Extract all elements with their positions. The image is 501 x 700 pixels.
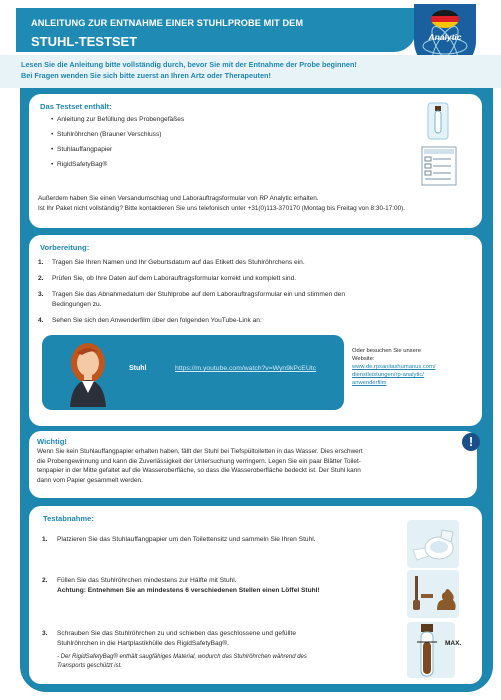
website-intro-2: Website: [352, 356, 375, 362]
warning-text: Wenn Sie kein Stuhlauffangpapier erhalten haben, fällt der Stuhl bei Tiefspültoiletten in das Wasser. Dies erschwert die Probengewinnung und kann die Zuverlässigkeit der Untersuchung verringern. Legen Sie ein paar Blätter Toilet- tenpapier in der Mitte gefaltet auf die Wasseroberfläche, so dass die Wasseroberfläche bedeckt ist. Der Stuhl kann dann vom Papier gesammelt werden. [37, 448, 363, 484]
intro-line-1: Lesen Sie die Anleitung bitte vollständig durch, bevor Sie mit der Entnahme der Probe beginnen! [21, 60, 357, 69]
badge-text: Analytic [428, 32, 462, 42]
testset-title: Das Testset enthält: [40, 102, 112, 111]
website-info [352, 347, 435, 387]
max-label: MAX. [445, 640, 462, 647]
test-step-3-note-2: Transports geschützt ist. [57, 663, 122, 669]
header-line-1: ANLEITUNG ZUR ENTNAHME EINER STUHLPROBE MIT DEM [31, 18, 304, 28]
intro-bar [0, 55, 501, 88]
prep-title: Vorbereitung: [40, 243, 90, 252]
presenter-avatar [62, 341, 114, 407]
test-title: Testabnahme: [43, 514, 94, 523]
website-link-2[interactable]: dienstleistungen/rp-analytic/ [352, 372, 424, 378]
prep-step-1: Tragen Sie Ihren Namen und Ihr Geburtsdatum auf das Etikett des Stuhlröhrchens ein. [52, 259, 305, 266]
header-banner [16, 8, 416, 52]
step-number: 1. [42, 536, 48, 543]
warning-icon: ! [462, 433, 480, 451]
filled-tube-illustration [407, 622, 455, 678]
test-step-2: Füllen Sie das Stuhlröhrchen mindestens zur Hälfte mit Stuhl. [57, 577, 237, 584]
testset-note-1: Außerdem haben Sie einen Versandumschlag und Laborauftragsformular von RP Analytic erhalten. [38, 195, 319, 202]
test-step-2-warning: Achtung: Entnehmen Sie an mindestens 6 verschiedenen Stellen einen Löffel Stuhl! [57, 587, 320, 594]
website-link[interactable]: www.de.rpsanitashumanus.com/ [352, 364, 436, 370]
tube-icon [427, 102, 449, 140]
list-item: • Anleitung zur Befüllung des Probengefäßes [51, 116, 185, 123]
preparation-card [29, 235, 482, 426]
video-label: Stuhl [129, 365, 147, 372]
warning-title: Wichtig! [37, 437, 67, 446]
test-step-3: Schrauben Sie das Stuhlröhrchen zu und schieben das geschlossene und gefüllte [57, 630, 297, 637]
video-banner[interactable] [42, 335, 344, 410]
header-title: STUHL-TESTSET [31, 34, 138, 49]
list-item: • Stuhlröhrchen (Brauner Verschluss) [51, 131, 162, 138]
website-intro: Oder besuchen Sie unsere [352, 348, 421, 354]
step-number: 3. [42, 630, 48, 637]
warning-card [29, 431, 477, 498]
prep-step-3: Tragen Sie das Abnahmedatum der Stuhlprobe auf dem Laborauftragsformular ein und stimmen den [52, 291, 345, 298]
list-item: • RigidSafetyBag® [51, 161, 108, 168]
prep-step-2: Prüfen Sie, ob Ihre Daten auf dem Laborauftragsformular korrekt und komplett sind. [52, 275, 297, 282]
step-number: 2. [38, 275, 44, 282]
prep-step-3-cont: Bedingungen zu. [52, 301, 102, 308]
lab-form-icon [421, 146, 457, 186]
testset-note-2: Ist Ihr Paket nicht vollständig? Bitte kontaktieren Sie uns telefonisch unter +31(0)113-370170 (Montag bis Freitag von 8:30-17:00). [38, 205, 406, 212]
website-link-3[interactable]: anwenderfilm [352, 380, 387, 386]
step-number: 1. [38, 259, 44, 266]
test-step-1: Platzieren Sie das Stuhlauffangpapier um den Toilettensitz und sammeln Sie Ihren Stuhl. [57, 536, 316, 543]
step-number: 4. [38, 317, 44, 324]
test-card [29, 506, 482, 684]
list-item: • Stuhlauffangpapier [51, 146, 113, 153]
youtube-link[interactable]: https://m.youtube.com/watch?v=Wyn9kPcEUtc [175, 365, 317, 372]
prep-step-4: Sehen Sie sich den Anwenderfilm über den folgenden YouTube-Link an: [52, 317, 262, 324]
test-step-3-cont: Stuhlröhrchen in die Hartplastikhülle des RigidSafetyBag®. [57, 640, 229, 647]
step-number: 2. [42, 577, 48, 584]
toilet-illustration [407, 520, 459, 568]
testset-card [29, 94, 482, 228]
intro-line-2: Bei Fragen wenden Sie sich bitte zuerst an Ihren Artz oder Therapeuten! [21, 70, 271, 80]
step-number: 3. [38, 291, 44, 298]
stool-sample-illustration [407, 570, 459, 618]
test-step-3-note: - Der RigidSafetyBag® enthält saugfähiges Material, wodurch das Stuhlröhrchen während des [57, 654, 307, 660]
